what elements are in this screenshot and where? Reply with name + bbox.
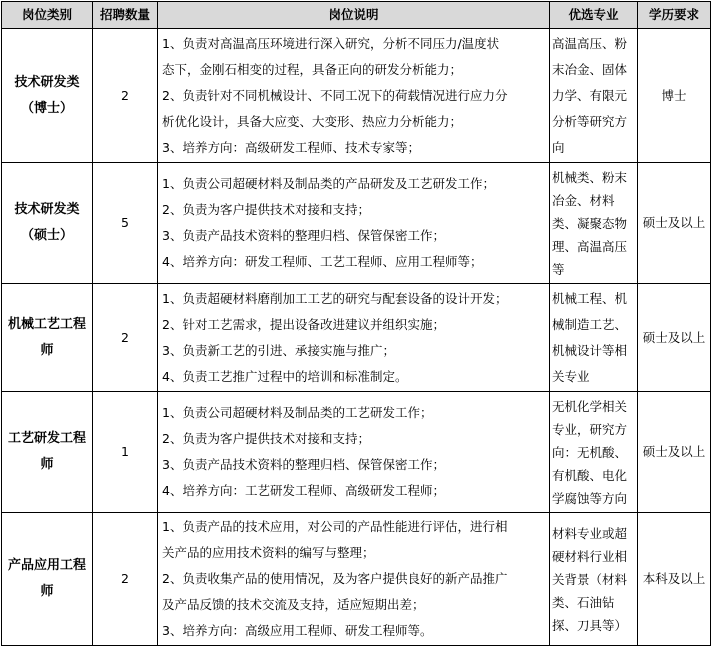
- description-line: 2、负责为客户提供技术对接和支持；: [162, 202, 370, 217]
- major-line: 关专业: [552, 368, 590, 384]
- description-line: 析优化设计，具备大应变、大变形、热应力分析能力；: [162, 113, 463, 129]
- major-line: 机械设计等相: [552, 342, 628, 358]
- description-cell: [158, 163, 550, 284]
- count-cell: 5: [93, 163, 158, 284]
- major-line: 力学、有限元: [552, 87, 628, 103]
- description-line: 2、针对工艺需求，提出设备改进建议并组织实施；: [162, 316, 445, 332]
- category-text: 师: [40, 584, 54, 599]
- major-line: 有机酸、电化: [552, 467, 628, 483]
- category-text: 产品应用工程: [7, 558, 86, 573]
- category-cell: [2, 513, 93, 646]
- major-line: 等: [552, 261, 565, 277]
- education-cell: 硕士及以上: [638, 392, 711, 513]
- count-cell: 2: [93, 513, 158, 646]
- table-row: [2, 163, 711, 284]
- description-line: 3、负责新工艺的引进、承接实施与推广；: [162, 342, 395, 358]
- description-line: 3、培养方向：高级研发工程师、技术专家等；: [162, 139, 420, 155]
- header-row: [2, 2, 711, 29]
- category-text: （博士）: [20, 100, 73, 116]
- category-text: 技术研发类: [14, 74, 80, 90]
- major-line: 材料专业或超: [552, 525, 628, 541]
- description-line: 4、培养方向：工艺研发工程师、高级研发工程师；: [162, 483, 445, 498]
- description-line: 1、负责对高温高压环境进行深入研究，分析不同压力/温度状: [162, 35, 500, 51]
- major-line: 类、凝聚态物: [552, 215, 628, 231]
- major-line: 学腐蚀等方向: [552, 490, 628, 506]
- count-cell: 2: [93, 29, 158, 163]
- category-text: 师: [40, 457, 54, 472]
- major-line: 探、刀具等）: [552, 617, 628, 633]
- table-row: [2, 513, 711, 646]
- category-text: 工艺研发工程: [7, 431, 86, 446]
- major-line: 专业，研究方: [552, 421, 628, 437]
- category-cell: [2, 163, 93, 284]
- major-line: 向: [552, 139, 565, 155]
- description-line: 2、负责针对不同机械设计、不同工况下的荷载情况进行应力分: [162, 87, 508, 103]
- table-row: [2, 29, 711, 163]
- description-line: 3、负责产品技术资料的整理归档、保管保密工作；: [162, 457, 445, 472]
- education-cell: 硕士及以上: [638, 163, 711, 284]
- major-line: 类、石油钻: [552, 594, 615, 610]
- category-text: （硕士）: [20, 228, 73, 243]
- description-line: 2、负责为客户提供技术对接和支持；: [162, 431, 370, 446]
- category-text: 师: [40, 342, 54, 358]
- header-education: 学历要求: [638, 2, 711, 29]
- major-line: 向：无机酸、: [552, 444, 628, 460]
- description-line: 1、负责产品的技术应用，对公司的产品性能进行评估，进行相: [162, 519, 508, 534]
- education-cell: 博士: [638, 29, 711, 163]
- count-cell: 1: [93, 392, 158, 513]
- major-line: 末冶金、固体: [552, 61, 628, 77]
- major-cell: [550, 163, 638, 284]
- table-row: [2, 284, 711, 392]
- category-cell: [2, 392, 93, 513]
- description-line: 1、负责公司超硬材料及制品类的工艺研发工作；: [162, 405, 433, 420]
- major-line: 械制造工艺、: [552, 316, 628, 332]
- education-cell: 硕士及以上: [638, 284, 711, 392]
- major-line: 高温高压、粉: [552, 35, 628, 51]
- major-cell: [550, 284, 638, 392]
- header-count: 招聘数量: [93, 2, 158, 29]
- major-cell: [550, 29, 638, 163]
- major-line: 分析等研究方: [552, 113, 628, 129]
- major-line: 无机化学相关: [552, 398, 628, 414]
- major-line: 冶金、材料: [552, 192, 615, 208]
- description-line: 关产品的应用技术资料的编写与整理；: [162, 545, 375, 560]
- description-cell: [158, 392, 550, 513]
- description-line: 1、负责公司超硬材料及制品类的产品研发及工艺研发工作；: [162, 176, 495, 191]
- category-text: 机械工艺工程: [7, 316, 86, 332]
- major-line: 硬材料行业相: [552, 548, 628, 564]
- category-cell: [2, 284, 93, 392]
- description-line: 态下，金刚石相变的过程，具备正向的研发分析能力；: [162, 61, 463, 77]
- description-line: 4、培养方向：研发工程师、工艺工程师、应用工程师等；: [162, 254, 483, 269]
- education-cell: 本科及以上: [638, 513, 711, 646]
- description-line: 4、负责工艺推广过程中的培训和标准制定。: [162, 368, 408, 384]
- description-line: 1、负责超硬材料磨削加工工艺的研究与配套设备的设计开发；: [162, 290, 508, 306]
- category-text: 技术研发类: [14, 202, 80, 217]
- major-cell: [550, 513, 638, 646]
- description-line: 2、负责收集产品的使用情况，及为客户提供良好的新产品推广: [162, 571, 508, 586]
- description-cell: [158, 284, 550, 392]
- description-cell: [158, 29, 550, 163]
- description-cell: [158, 513, 550, 646]
- description-line: 3、负责产品技术资料的整理归档、保管保密工作；: [162, 228, 445, 243]
- header-description: 岗位说明: [158, 2, 550, 29]
- table-row: [2, 392, 711, 513]
- major-line: 机械工程、机: [552, 290, 628, 306]
- description-line: 及产品反馈的技术交流及支持，适应短期出差；: [162, 597, 425, 612]
- category-cell: [2, 29, 93, 163]
- major-line: 关背景（材料: [552, 571, 628, 587]
- major-line: 机械类、粉末: [552, 169, 628, 185]
- description-line: 3、培养方向：高级应用工程师、研发工程师等。: [162, 623, 433, 638]
- major-cell: [550, 392, 638, 513]
- count-cell: 2: [93, 284, 158, 392]
- header-category: 岗位类别: [2, 2, 93, 29]
- major-line: 理、高温高压: [552, 238, 628, 254]
- header-major: 优选专业: [550, 2, 638, 29]
- recruitment-table: [1, 1, 711, 646]
